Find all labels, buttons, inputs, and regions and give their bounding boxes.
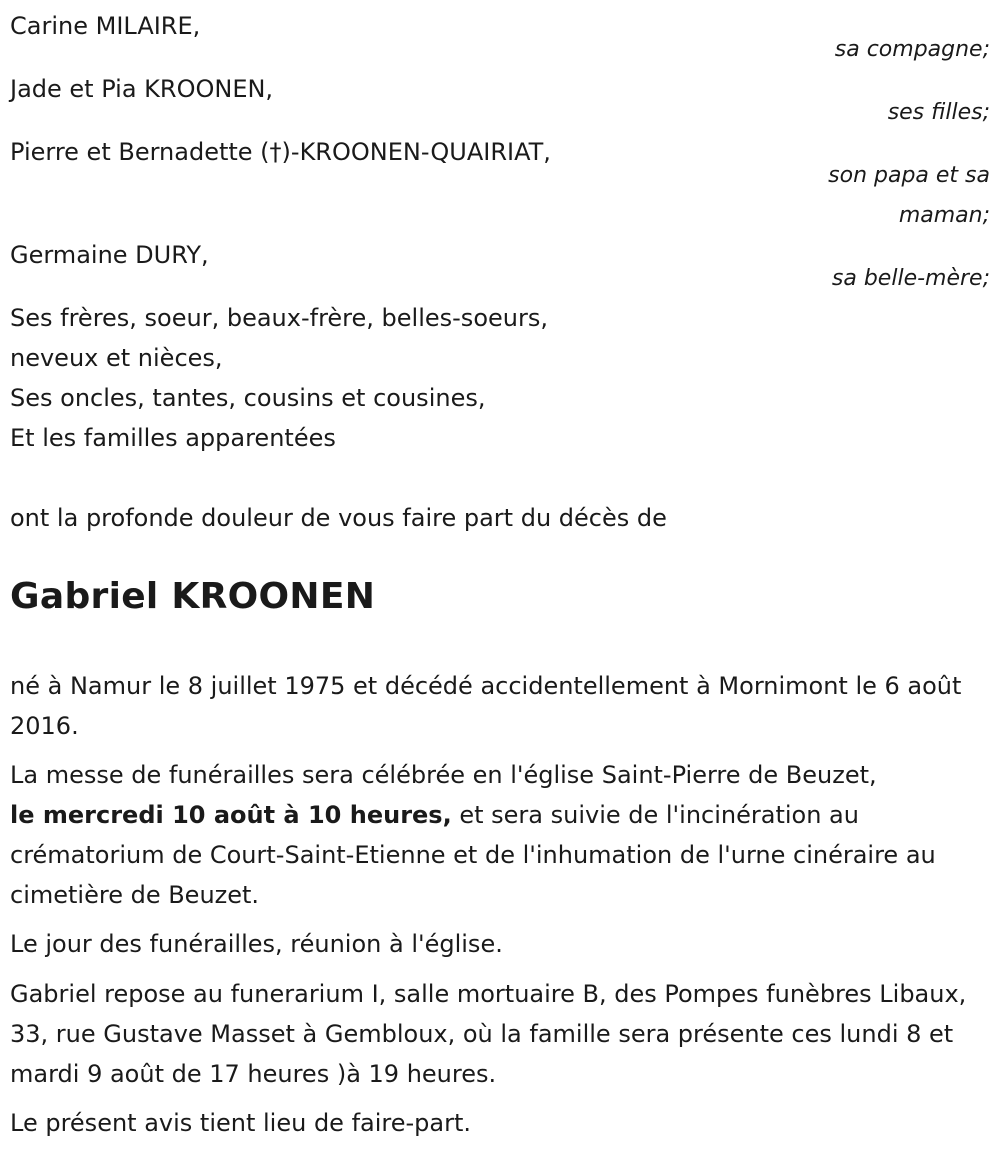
viewing-paragraph: Gabriel repose au funerarium I, salle mortuaire B, des Pompes funèbres Libaux, 33, rue Gustave Masset à Gembloux, où la famille sera présente ces lundi 8 et mardi 9 août de 17 heures )à 19 heures. <box>10 980 967 1088</box>
cross-icon: † <box>269 138 282 166</box>
relatives-line: Et les familles apparentées <box>10 424 336 452</box>
birth-death-paragraph: né à Namur le 8 juillet 1975 et décédé accidentellement à Mornimont le 6 août 2016. <box>10 672 962 740</box>
meeting-paragraph: Le jour des funérailles, réunion à l'église. <box>10 930 503 958</box>
family-role-3-line-1: son papa et sa <box>828 163 990 188</box>
family-role-3-line-2: maman; <box>898 203 990 228</box>
deceased-name: Gabriel KROONEN <box>10 576 376 617</box>
family-role-2: ses filles; <box>887 100 990 125</box>
family-name-4: Germaine DURY, <box>10 241 209 269</box>
relatives-line: Ses oncles, tantes, cousins et cousines, <box>10 384 486 412</box>
family-name-3-part-2: )-KROONEN-QUAIRIAT, <box>281 138 551 166</box>
family-role-4: sa belle-mère; <box>831 266 990 291</box>
relatives-list <box>10 298 990 458</box>
family-name-3-part-1: Pierre et Bernadette ( <box>10 138 270 166</box>
closing-line: Le présent avis tient lieu de faire-part. <box>10 1109 472 1137</box>
relatives-line: neveux et nièces, <box>10 344 223 372</box>
announcement: ont la profonde douleur de vous faire part du décès de <box>10 504 667 532</box>
relatives-line: Ses frères, soeur, beaux-frère, belles-soeurs, <box>10 304 548 332</box>
family-role-1: sa compagne; <box>834 37 990 62</box>
family-name-1: Carine MILAIRE, <box>10 12 201 40</box>
family-name-3 <box>10 132 551 172</box>
funeral-text-before: La messe de funérailles sera célébrée en l'église Saint-Pierre de Beuzet, <box>10 761 877 789</box>
funeral-date-time: le mercredi 10 août à 10 heures, <box>10 801 452 829</box>
family-name-2: Jade et Pia KROONEN, <box>10 75 274 103</box>
funeral-paragraph <box>10 755 990 915</box>
funeral-text-after: et sera suivie de l'incinération au crématorium de Court-Saint-Etienne et de l'inhumation de l'urne cinéraire au cimetière de Beuzet. <box>10 801 936 909</box>
